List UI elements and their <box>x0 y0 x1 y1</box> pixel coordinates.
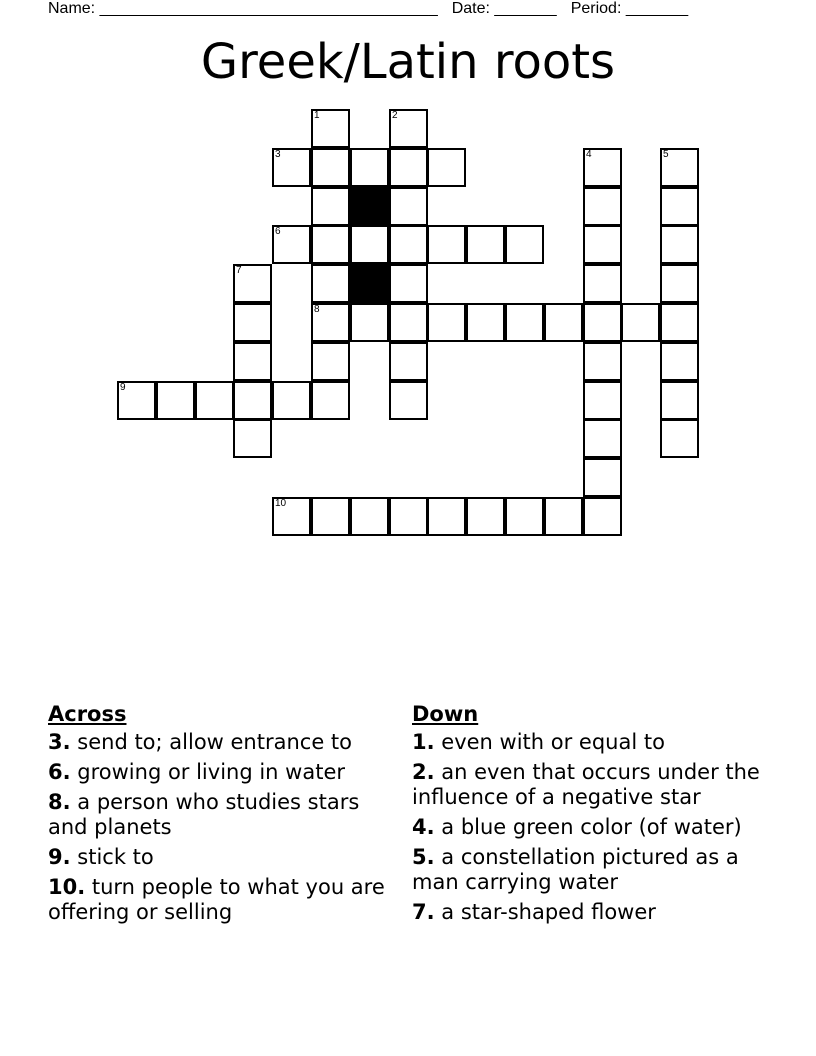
clue-number: 2. <box>412 760 435 784</box>
clue-text: growing or living in water <box>70 760 345 784</box>
clue-text: even with or equal to <box>434 730 665 754</box>
down-heading: Down <box>412 702 479 726</box>
date-field-label[interactable]: Date: _______ <box>451 0 557 17</box>
clue-number: 5. <box>412 845 435 869</box>
across-clue <box>48 845 388 870</box>
grid-cell[interactable] <box>466 497 505 536</box>
grid-cell[interactable] <box>272 381 311 420</box>
grid-cell[interactable] <box>350 303 389 342</box>
grid-cell[interactable] <box>350 148 389 187</box>
clue-number: 6. <box>48 760 71 784</box>
grid-cell[interactable] <box>156 381 195 420</box>
grid-cell[interactable] <box>350 497 389 536</box>
down-clue <box>412 760 782 810</box>
clue-number: 4 <box>586 149 592 160</box>
grid-cell[interactable] <box>311 264 350 303</box>
grid-cell[interactable] <box>389 342 428 381</box>
grid-cell[interactable] <box>583 264 622 303</box>
grid-cell[interactable] <box>660 303 699 342</box>
clue-text: a blue green color (of water) <box>434 815 742 839</box>
across-clue <box>48 790 388 840</box>
grid-cell[interactable] <box>311 303 350 342</box>
grid-cell[interactable] <box>350 225 389 264</box>
grid-cell[interactable] <box>505 225 544 264</box>
black-square <box>350 187 389 226</box>
grid-cell[interactable] <box>660 225 699 264</box>
grid-cell[interactable] <box>427 148 466 187</box>
clue-number: 4. <box>412 815 435 839</box>
grid-cell[interactable] <box>660 187 699 226</box>
down-clue <box>412 845 782 895</box>
grid-cell[interactable] <box>583 419 622 458</box>
grid-cell[interactable] <box>389 497 428 536</box>
grid-cell[interactable] <box>583 225 622 264</box>
grid-cell[interactable] <box>195 381 234 420</box>
grid-cell[interactable] <box>233 381 272 420</box>
clue-number: 7 <box>236 265 242 276</box>
clue-number: 9 <box>120 382 126 393</box>
grid-cell[interactable] <box>311 148 350 187</box>
grid-cell[interactable] <box>583 458 622 497</box>
grid-cell[interactable] <box>389 303 428 342</box>
clue-number: 3. <box>48 730 71 754</box>
clue-number: 2 <box>392 110 398 121</box>
grid-cell[interactable] <box>583 342 622 381</box>
clue-text: stick to <box>70 845 154 869</box>
grid-cell[interactable] <box>583 497 622 536</box>
clue-number: 8 <box>314 304 320 315</box>
name-field-label[interactable]: Name: ______________________________________ <box>48 0 438 17</box>
grid-cell[interactable] <box>544 303 583 342</box>
grid-cell[interactable] <box>272 497 311 536</box>
clue-number: 7. <box>412 900 435 924</box>
down-clue <box>412 815 782 840</box>
grid-cell[interactable] <box>544 497 583 536</box>
grid-cell[interactable] <box>311 381 350 420</box>
down-clues <box>412 702 782 930</box>
clue-number: 6 <box>275 226 281 237</box>
grid-cell[interactable] <box>389 381 428 420</box>
grid-cell[interactable] <box>272 225 311 264</box>
across-clue <box>48 875 388 925</box>
grid-cell[interactable] <box>311 342 350 381</box>
grid-cell[interactable] <box>233 419 272 458</box>
across-heading: Across <box>48 702 127 726</box>
grid-cell[interactable] <box>272 148 311 187</box>
grid-cell[interactable] <box>311 109 350 148</box>
clue-text: turn people to what you are offering or selling <box>48 875 385 924</box>
clue-text: a person who studies stars and planets <box>48 790 360 839</box>
clue-number: 10. <box>48 875 86 899</box>
grid-cell[interactable] <box>583 303 622 342</box>
clue-number: 1. <box>412 730 435 754</box>
grid-cell[interactable] <box>660 148 699 187</box>
clue-number: 5 <box>663 149 669 160</box>
clue-number: 8. <box>48 790 71 814</box>
grid-cell[interactable] <box>466 225 505 264</box>
grid-cell[interactable] <box>427 225 466 264</box>
grid-cell[interactable] <box>583 381 622 420</box>
grid-cell[interactable] <box>311 187 350 226</box>
grid-cell[interactable] <box>427 497 466 536</box>
grid-cell[interactable] <box>389 225 428 264</box>
grid-cell[interactable] <box>233 303 272 342</box>
grid-cell[interactable] <box>466 303 505 342</box>
clue-number: 9. <box>48 845 71 869</box>
down-clue <box>412 730 782 755</box>
clue-text: a constellation pictured as a man carrying water <box>412 845 739 894</box>
clue-text: a star-shaped flower <box>434 900 656 924</box>
grid-cell[interactable] <box>311 497 350 536</box>
page-title: Greek/Latin roots <box>200 34 616 90</box>
grid-cell[interactable] <box>117 381 156 420</box>
black-square <box>350 264 389 303</box>
clue-number: 3 <box>275 149 281 160</box>
across-clue <box>48 760 388 785</box>
grid-cell[interactable] <box>505 497 544 536</box>
grid-cell[interactable] <box>660 419 699 458</box>
grid-cell[interactable] <box>389 264 428 303</box>
grid-cell[interactable] <box>233 342 272 381</box>
grid-cell[interactable] <box>427 303 466 342</box>
across-clue <box>48 730 388 755</box>
grid-cell[interactable] <box>583 148 622 187</box>
grid-cell[interactable] <box>583 187 622 226</box>
down-clue <box>412 900 782 925</box>
grid-cell[interactable] <box>389 148 428 187</box>
clue-text: send to; allow entrance to <box>70 730 353 754</box>
grid-cell[interactable] <box>233 264 272 303</box>
clue-number: 1 <box>314 110 320 121</box>
grid-cell[interactable] <box>311 225 350 264</box>
period-field-label[interactable]: Period: _______ <box>570 0 689 17</box>
grid-cell[interactable] <box>621 303 660 342</box>
across-clues <box>48 702 388 930</box>
clue-text: an even that occurs under the influence of a negative star <box>412 760 760 809</box>
grid-cell[interactable] <box>660 342 699 381</box>
clue-number: 10 <box>275 498 287 509</box>
grid-cell[interactable] <box>389 187 428 226</box>
grid-cell[interactable] <box>660 381 699 420</box>
grid-cell[interactable] <box>660 264 699 303</box>
grid-cell[interactable] <box>389 109 428 148</box>
grid-cell[interactable] <box>505 303 544 342</box>
